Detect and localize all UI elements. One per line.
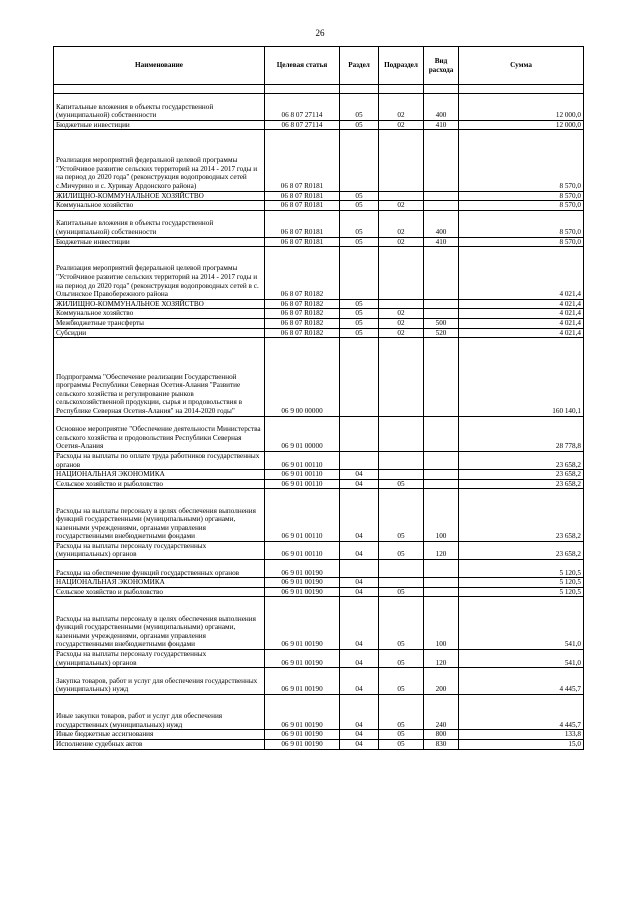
row-name: Коммунальное хозяйство bbox=[54, 201, 265, 211]
row-expense-type bbox=[424, 338, 459, 416]
row-expense-type: 200 bbox=[424, 668, 459, 695]
row-name: Расходы на выплаты персоналу государственных (муниципальных) органов bbox=[54, 650, 265, 668]
row-sum: 23 658,2 bbox=[459, 489, 584, 542]
row-subsection: 02 bbox=[379, 318, 424, 328]
row-name: Коммунальное хозяйство bbox=[54, 309, 265, 319]
row-target: 06 9 01 00110 bbox=[265, 479, 340, 489]
table-row bbox=[54, 328, 584, 338]
row-subsection: 05 bbox=[379, 650, 424, 668]
budget-table bbox=[53, 46, 584, 750]
row-subsection: 02 bbox=[379, 328, 424, 338]
row-target: 06 8 07 R0181 bbox=[265, 201, 340, 211]
row-target: 06 8 07 R0182 bbox=[265, 309, 340, 319]
row-sum: 8 570,0 bbox=[459, 210, 584, 237]
row-name: Межбюджетные трансферты bbox=[54, 318, 265, 328]
row-name: Закупка товаров, работ и услуг для обеспечения государственных (муниципальных) нужд bbox=[54, 668, 265, 695]
row-expense-type: 400 bbox=[424, 210, 459, 237]
row-subsection bbox=[379, 247, 424, 300]
row-target: 06 9 01 00110 bbox=[265, 470, 340, 480]
row-sum: 5 120,5 bbox=[459, 560, 584, 578]
row-target: 06 8 07 R0182 bbox=[265, 299, 340, 309]
row-sum: 8 570,0 bbox=[459, 130, 584, 191]
row-target: 06 9 01 00190 bbox=[265, 587, 340, 597]
row-name: Расходы на выплаты персоналу в целях обеспечения выполнения функций государственными (муниципальными) органами, казенными учреждениями, органами управления государственными внебюджетными фондами bbox=[54, 489, 265, 542]
header-name: Наименование bbox=[54, 47, 265, 85]
row-expense-type bbox=[424, 201, 459, 211]
row-section bbox=[340, 451, 379, 469]
table-row bbox=[54, 695, 584, 730]
row-target: 06 8 07 R0181 bbox=[265, 210, 340, 237]
row-target: 06 9 01 00190 bbox=[265, 740, 340, 750]
table-row bbox=[54, 299, 584, 309]
row-sum: 133,8 bbox=[459, 730, 584, 740]
row-target: 06 9 00 00000 bbox=[265, 338, 340, 416]
row-section: 04 bbox=[340, 650, 379, 668]
row-target: 06 9 01 00190 bbox=[265, 695, 340, 730]
row-expense-type: 800 bbox=[424, 730, 459, 740]
row-section: 05 bbox=[340, 191, 379, 201]
row-expense-type bbox=[424, 247, 459, 300]
row-name: ЖИЛИЩНО-КОММУНАЛЬНОЕ ХОЗЯЙСТВО bbox=[54, 299, 265, 309]
row-section: 05 bbox=[340, 328, 379, 338]
row-sum: 5 120,5 bbox=[459, 587, 584, 597]
row-section: 05 bbox=[340, 318, 379, 328]
table-row bbox=[54, 338, 584, 416]
row-expense-type: 520 bbox=[424, 328, 459, 338]
row-target: 06 9 01 00190 bbox=[265, 597, 340, 650]
row-target: 06 9 01 00110 bbox=[265, 489, 340, 542]
row-expense-type bbox=[424, 191, 459, 201]
row-section: 04 bbox=[340, 740, 379, 750]
row-section: 04 bbox=[340, 597, 379, 650]
row-section bbox=[340, 130, 379, 191]
row-name: Сельское хозяйство и рыболовство bbox=[54, 587, 265, 597]
row-expense-type bbox=[424, 451, 459, 469]
table-row bbox=[54, 560, 584, 578]
row-section: 05 bbox=[340, 94, 379, 121]
row-sum: 4 445,7 bbox=[459, 695, 584, 730]
row-sum: 23 658,2 bbox=[459, 470, 584, 480]
row-target: 06 8 07 R0182 bbox=[265, 247, 340, 300]
row-expense-type bbox=[424, 470, 459, 480]
row-target: 06 9 01 00190 bbox=[265, 730, 340, 740]
row-subsection: 05 bbox=[379, 740, 424, 750]
table-row bbox=[54, 479, 584, 489]
row-target: 06 9 01 00190 bbox=[265, 668, 340, 695]
row-section: 04 bbox=[340, 730, 379, 740]
row-expense-type: 100 bbox=[424, 489, 459, 542]
header-subsection: Подраздел bbox=[379, 47, 424, 85]
row-sum: 8 570,0 bbox=[459, 191, 584, 201]
table-header-row bbox=[54, 47, 584, 85]
row-section: 05 bbox=[340, 210, 379, 237]
table-row bbox=[54, 740, 584, 750]
row-subsection bbox=[379, 451, 424, 469]
row-name: НАЦИОНАЛЬНАЯ ЭКОНОМИКА bbox=[54, 578, 265, 588]
row-subsection: 02 bbox=[379, 210, 424, 237]
row-subsection bbox=[379, 470, 424, 480]
row-subsection bbox=[379, 416, 424, 451]
row-sum: 4 021,4 bbox=[459, 247, 584, 300]
row-target: 06 8 07 R0181 bbox=[265, 191, 340, 201]
row-section: 04 bbox=[340, 479, 379, 489]
row-sum: 4 021,4 bbox=[459, 309, 584, 319]
table-row bbox=[54, 130, 584, 191]
row-name: Расходы на выплаты персоналу государственных (муниципальных) органов bbox=[54, 541, 265, 559]
table-row bbox=[54, 578, 584, 588]
row-expense-type bbox=[424, 416, 459, 451]
row-target: 06 9 01 00110 bbox=[265, 541, 340, 559]
table-row bbox=[54, 191, 584, 201]
row-subsection bbox=[379, 578, 424, 588]
row-subsection: 05 bbox=[379, 587, 424, 597]
spacer-row bbox=[54, 85, 584, 94]
row-section bbox=[340, 416, 379, 451]
row-sum: 12 000,0 bbox=[459, 94, 584, 121]
row-expense-type bbox=[424, 309, 459, 319]
row-target: 06 9 01 00000 bbox=[265, 416, 340, 451]
row-name: ЖИЛИЩНО-КОММУНАЛЬНОЕ ХОЗЯЙСТВО bbox=[54, 191, 265, 201]
row-target: 06 8 07 27114 bbox=[265, 94, 340, 121]
row-section: 04 bbox=[340, 587, 379, 597]
row-section: 04 bbox=[340, 578, 379, 588]
row-expense-type: 410 bbox=[424, 120, 459, 130]
table-row bbox=[54, 668, 584, 695]
row-subsection: 02 bbox=[379, 120, 424, 130]
row-sum: 4 021,4 bbox=[459, 318, 584, 328]
row-name: Сельское хозяйство и рыболовство bbox=[54, 479, 265, 489]
row-sum: 23 658,2 bbox=[459, 451, 584, 469]
row-name: Расходы на выплаты персоналу в целях обеспечения выполнения функций государственными (муниципальными) органами, казенными учреждениями, органами управления государственными внебюджетными фондами bbox=[54, 597, 265, 650]
row-sum: 23 658,2 bbox=[459, 479, 584, 489]
table-row bbox=[54, 237, 584, 247]
row-subsection: 05 bbox=[379, 668, 424, 695]
row-expense-type: 240 bbox=[424, 695, 459, 730]
row-name: Бюджетные инвестиции bbox=[54, 120, 265, 130]
row-expense-type bbox=[424, 299, 459, 309]
row-section bbox=[340, 247, 379, 300]
header-expense-type: Вид расхода bbox=[424, 47, 459, 85]
row-subsection: 02 bbox=[379, 94, 424, 121]
row-target: 06 8 07 R0181 bbox=[265, 130, 340, 191]
row-name: Расходы на обеспечение функций государственных органов bbox=[54, 560, 265, 578]
row-section bbox=[340, 338, 379, 416]
row-expense-type bbox=[424, 560, 459, 578]
row-target: 06 9 01 00190 bbox=[265, 650, 340, 668]
row-name: Бюджетные инвестиции bbox=[54, 237, 265, 247]
row-subsection: 05 bbox=[379, 597, 424, 650]
table-row bbox=[54, 470, 584, 480]
header-target: Целевая статья bbox=[265, 47, 340, 85]
row-target: 06 8 07 R0181 bbox=[265, 237, 340, 247]
row-target: 06 8 07 R0182 bbox=[265, 328, 340, 338]
row-name: Исполнение судебных актов bbox=[54, 740, 265, 750]
row-expense-type bbox=[424, 479, 459, 489]
row-sum: 23 658,2 bbox=[459, 541, 584, 559]
row-name: Капитальные вложения в объекты государственной (муниципальной) собственности bbox=[54, 210, 265, 237]
row-name: Иные закупки товаров, работ и услуг для обеспечения государственных (муниципальных) нужд bbox=[54, 695, 265, 730]
row-section: 05 bbox=[340, 120, 379, 130]
row-section bbox=[340, 560, 379, 578]
row-name: НАЦИОНАЛЬНАЯ ЭКОНОМИКА bbox=[54, 470, 265, 480]
table-row bbox=[54, 120, 584, 130]
row-target: 06 9 01 00110 bbox=[265, 451, 340, 469]
table-row bbox=[54, 94, 584, 121]
row-sum: 5 120,5 bbox=[459, 578, 584, 588]
page-number: 26 bbox=[315, 28, 325, 38]
row-expense-type: 410 bbox=[424, 237, 459, 247]
row-sum: 12 000,0 bbox=[459, 120, 584, 130]
row-name: Реализация мероприятий федеральной целевой программы "Устойчивое развитие сельских территорий на 2014 - 2017 годы и на период до 2020 года" (реконструкция водопроводных сетей с.Мичурино и с. Хурикау Ардонского района) bbox=[54, 130, 265, 191]
row-name: Субсидии bbox=[54, 328, 265, 338]
row-subsection: 05 bbox=[379, 541, 424, 559]
row-sum: 541,0 bbox=[459, 650, 584, 668]
row-subsection: 05 bbox=[379, 489, 424, 542]
table-row bbox=[54, 730, 584, 740]
row-target: 06 8 07 R0182 bbox=[265, 318, 340, 328]
row-section: 05 bbox=[340, 299, 379, 309]
table-row bbox=[54, 247, 584, 300]
row-subsection: 05 bbox=[379, 479, 424, 489]
table-row bbox=[54, 210, 584, 237]
table-row bbox=[54, 416, 584, 451]
row-expense-type: 100 bbox=[424, 597, 459, 650]
header-sum: Сумма bbox=[459, 47, 584, 85]
row-sum: 28 778,8 bbox=[459, 416, 584, 451]
row-section: 05 bbox=[340, 237, 379, 247]
row-name: Реализация мероприятий федеральной целевой программы "Устойчивое развитие сельских территорий на 2014 - 2017 годы и на период до 2020 года" (реконструкция водопроводных сетей в с. Ольгинское Правобережного района bbox=[54, 247, 265, 300]
row-expense-type: 830 bbox=[424, 740, 459, 750]
row-target: 06 9 01 00190 bbox=[265, 578, 340, 588]
table-row bbox=[54, 587, 584, 597]
row-expense-type bbox=[424, 130, 459, 191]
row-expense-type: 500 bbox=[424, 318, 459, 328]
row-name: Капитальные вложения в объекты государственной (муниципальной) собственности bbox=[54, 94, 265, 121]
row-expense-type: 400 bbox=[424, 94, 459, 121]
table-row bbox=[54, 650, 584, 668]
row-sum: 541,0 bbox=[459, 597, 584, 650]
row-expense-type bbox=[424, 578, 459, 588]
row-sum: 4 445,7 bbox=[459, 668, 584, 695]
row-subsection: 05 bbox=[379, 695, 424, 730]
row-subsection bbox=[379, 299, 424, 309]
row-name: Расходы на выплаты по оплате труда работников государственных органов bbox=[54, 451, 265, 469]
row-subsection: 02 bbox=[379, 201, 424, 211]
table-row bbox=[54, 597, 584, 650]
row-name: Основное мероприятие "Обеспечение деятельности Министерства сельского хозяйства и продовольствия Республики Северная Осетия-Алания bbox=[54, 416, 265, 451]
row-section: 05 bbox=[340, 201, 379, 211]
table-row bbox=[54, 318, 584, 328]
row-sum: 160 140,1 bbox=[459, 338, 584, 416]
row-subsection bbox=[379, 191, 424, 201]
row-subsection bbox=[379, 560, 424, 578]
table-row bbox=[54, 451, 584, 469]
row-section: 05 bbox=[340, 309, 379, 319]
row-expense-type: 120 bbox=[424, 541, 459, 559]
row-section: 04 bbox=[340, 489, 379, 542]
row-target: 06 8 07 27114 bbox=[265, 120, 340, 130]
row-expense-type bbox=[424, 587, 459, 597]
header-section: Раздел bbox=[340, 47, 379, 85]
row-target: 06 9 01 00190 bbox=[265, 560, 340, 578]
row-sum: 8 570,0 bbox=[459, 201, 584, 211]
row-name: Подпрограмма "Обеспечение реализации Государственной программы Республики Северная Осетия-Алания "Развитие сельского хозяйства и регулирование рынков сельскохозяйственной продукции, сырья и продовольствия в Республике Северная Осетия-Алания" на 2014-2020 годы" bbox=[54, 338, 265, 416]
row-section: 04 bbox=[340, 470, 379, 480]
row-subsection: 02 bbox=[379, 237, 424, 247]
row-subsection bbox=[379, 338, 424, 416]
row-sum: 15,0 bbox=[459, 740, 584, 750]
table-row bbox=[54, 489, 584, 542]
row-subsection: 02 bbox=[379, 309, 424, 319]
row-sum: 8 570,0 bbox=[459, 237, 584, 247]
table-row bbox=[54, 309, 584, 319]
row-subsection: 05 bbox=[379, 730, 424, 740]
table-row bbox=[54, 541, 584, 559]
row-expense-type: 120 bbox=[424, 650, 459, 668]
row-name: Иные бюджетные ассигнования bbox=[54, 730, 265, 740]
row-section: 04 bbox=[340, 668, 379, 695]
row-sum: 4 021,4 bbox=[459, 328, 584, 338]
table-row bbox=[54, 201, 584, 211]
row-section: 04 bbox=[340, 695, 379, 730]
row-subsection bbox=[379, 130, 424, 191]
row-sum: 4 021,4 bbox=[459, 299, 584, 309]
row-section: 04 bbox=[340, 541, 379, 559]
